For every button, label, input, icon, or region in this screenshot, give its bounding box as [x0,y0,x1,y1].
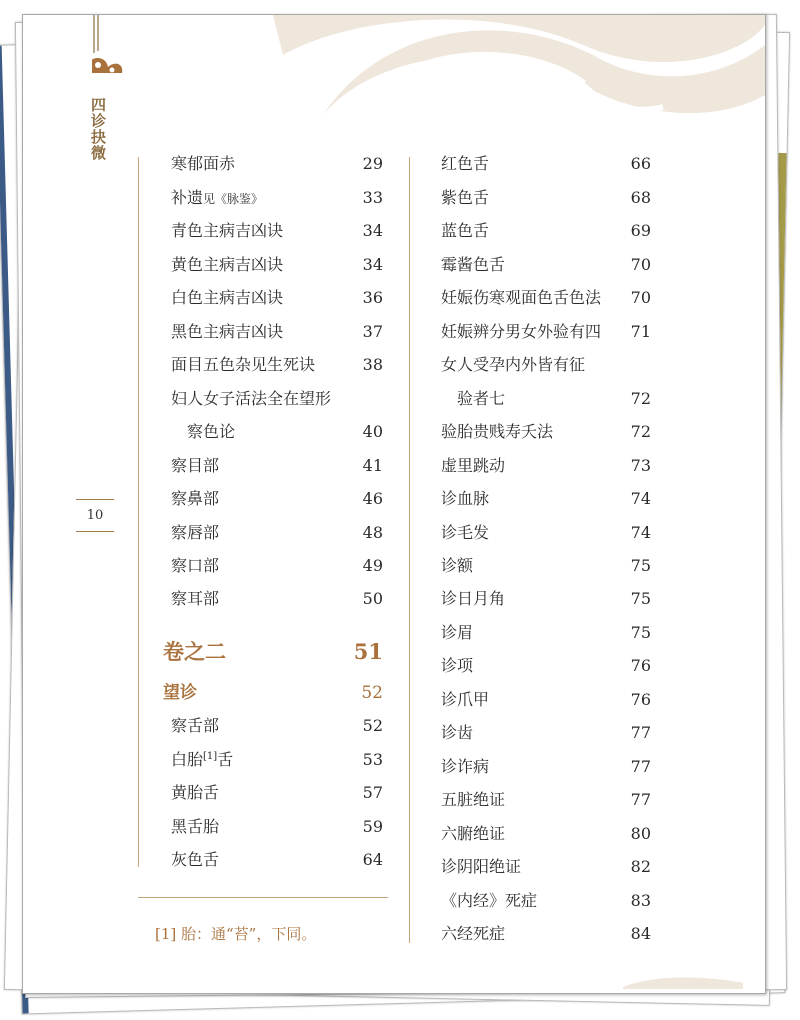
footnote-marker: [1] [203,751,218,762]
toc-entry: 黄胎舌 57 [171,783,383,802]
toc-entry: 诊诈病 77 [441,757,651,776]
decorative-swirl-bottom [623,973,743,989]
toc-entry: 红色舌 66 [441,154,651,173]
toc-entry: 察目部 41 [171,456,383,475]
toc-entry: 紫色舌 68 [441,188,651,207]
toc-entry: 五脏绝证 77 [441,790,651,809]
toc-entry: 诊齿 77 [441,723,651,742]
toc-entry: 诊眉 75 [441,623,651,642]
toc-entry: 察耳部 50 [171,589,383,608]
toc-entry: 虚里跳动 73 [441,456,651,475]
page-number: 10 [86,508,104,523]
toc-entry: 验胎贵贱寿夭法 72 [441,422,651,441]
toc-entry: 诊阴阳绝证 82 [441,857,651,876]
toc-entry: 灰色舌 64 [171,850,383,869]
toc-entry: 妊娠伤寒观面色舌色法 70 [441,288,651,307]
toc-entry: 妊娠辨分男女外验有四 71 [441,322,651,341]
toc-entry: 黑色主病吉凶诀 37 [171,322,383,341]
toc-entry: 蓝色舌 69 [441,221,651,240]
toc-entry: 诊爪甲 76 [441,690,651,709]
book-page [22,14,766,994]
toc-entry: 察唇部 48 [171,523,383,542]
toc-entry: 察舌部 52 [171,716,383,735]
section-heading: 望诊 52 [163,683,383,703]
toc-entry: 面目五色杂见生死诀 38 [171,355,383,374]
toc-entry: 诊日月角 75 [441,589,651,608]
footnote-rule [138,897,388,898]
left-column-rule [138,157,139,867]
toc-entry: 妇人女子活法全在望形 [171,389,332,408]
toc-entry: 女人受孕内外皆有征 [441,355,586,374]
toc-entry: 补遗见《脉鉴》 33 [171,188,383,207]
toc-entry: 黑舌胎 59 [171,817,383,836]
toc-entry: 察口部 49 [171,556,383,575]
toc-entry: 青色主病吉凶诀 34 [171,221,383,240]
toc-entry: 诊毛发 74 [441,523,651,542]
toc-entry: 寒郁面赤 29 [171,154,383,173]
toc-entry: 黄色主病吉凶诀 34 [171,255,383,274]
toc-entry: 六腑绝证 80 [441,824,651,843]
page-folio [76,499,114,532]
toc-entry: 察鼻部 46 [171,489,383,508]
toc-entry: 诊项 76 [441,656,651,675]
middle-column-rule [409,157,410,943]
toc-entry: 白胎[1]舌 53 [171,750,383,769]
footnote: [1] 胎：通“苔”，下同。 [155,925,317,943]
toc-entry: 诊额 75 [441,556,651,575]
toc-entry: 白色主病吉凶诀 36 [171,288,383,307]
toc-entry: 六经死症 84 [441,924,651,943]
volume-heading: 卷之二 51 [163,639,383,664]
toc-entry: 《内经》死症 83 [441,891,651,910]
toc-entry-continued: 察色论 40 [187,422,383,441]
running-head-title: 四诊抉微 [89,97,107,161]
toc-entry: 诊血脉 74 [441,489,651,508]
toc-entry: 霉酱色舌 70 [441,255,651,274]
toc-entry-continued: 验者七 72 [457,389,651,408]
